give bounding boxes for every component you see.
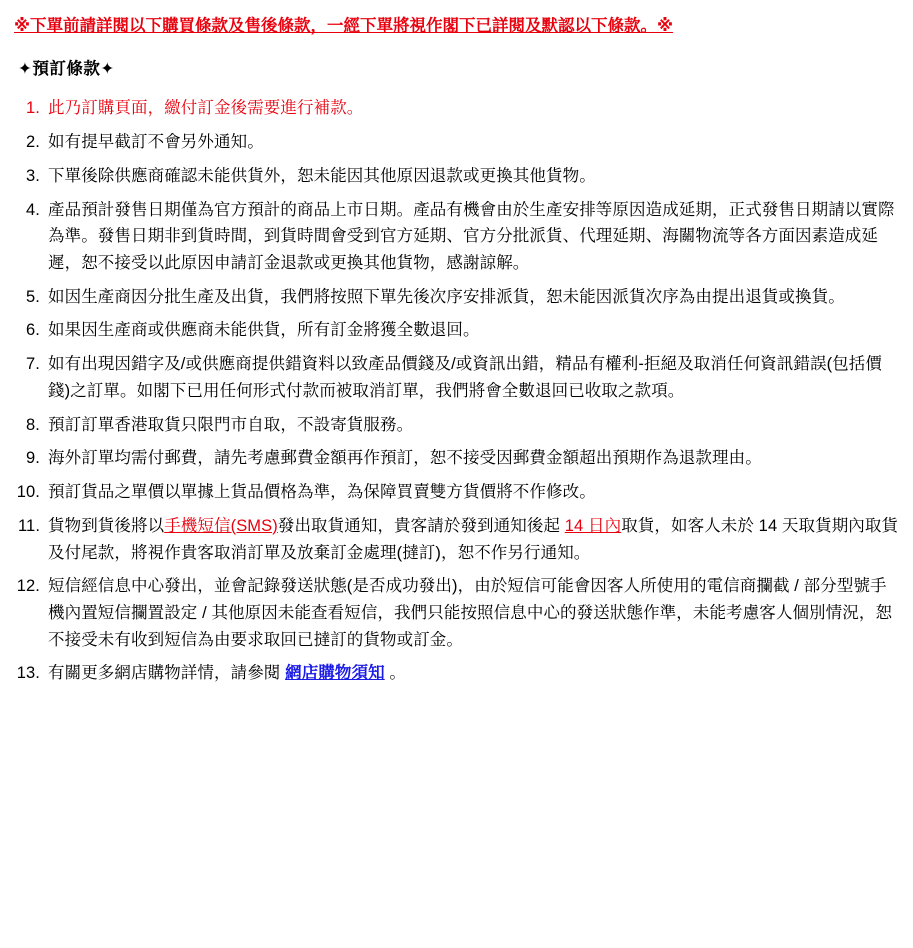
term-text: 預訂訂單香港取貨只限門市自取，不設寄貨服務。 (48, 415, 414, 434)
term-text: 此乃訂購頁面，繳付訂金後需要進行補款。 (48, 99, 364, 118)
term-number: 9. (26, 449, 40, 468)
term-text: 。 (384, 664, 406, 683)
term-number: 6. (26, 321, 40, 340)
term-item (14, 445, 899, 472)
shopping-guide-link[interactable]: 網店購物須知 (285, 664, 385, 683)
term-number: 11. (17, 516, 40, 535)
term-text: 如因生產商因分批生產及出貨，我們將按照下單先後次序安排派貨，恕未能因派貨次序為由提出退貨或換貨。 (48, 287, 845, 306)
term-emphasis: 手機短信(SMS) (164, 516, 278, 535)
term-text: 有關更多網店購物詳情，請參閱 (48, 664, 286, 683)
term-number: 5. (26, 287, 40, 306)
term-number: 13. (16, 664, 40, 683)
term-text: 貨物到貨後將以 (48, 516, 165, 535)
term-text: 海外訂單均需付郵費，請先考慮郵費金額再作預訂，恕不接受因郵費金額超出預期作為退款理由。 (48, 449, 762, 468)
term-text: 如果因生產商或供應商未能供貨，所有訂金將獲全數退回。 (48, 321, 480, 340)
term-number: 2. (26, 133, 40, 152)
term-number: 10. (16, 483, 40, 502)
term-text: 下單後除供應商確認未能供貨外，恕未能因其他原因退款或更換其他貨物。 (48, 166, 596, 185)
term-item (14, 660, 899, 687)
term-item (14, 351, 899, 404)
term-item (14, 163, 899, 190)
term-number: 1. (26, 99, 40, 118)
term-text: 取貨，如客人未於 14 天取貨期內取貨及付尾款，將視作貴客取消訂單及放棄訂金處理(撻訂)，恕不作另行通知。 (48, 516, 899, 562)
term-number: 12. (16, 577, 40, 596)
term-text: 短信經信息中心發出，並會記錄發送狀態(是否成功發出)，由於短信可能會因客人所使用的電信商攔截 / 部分型號手機內置短信攔置設定 / 其他原因未能查看短信，我們只能按照信息中心的發送狀態作準，未能考慮客人個別情況，恕不接受未有收到短信為由要求取回已撻訂的貨物或訂金。 (48, 577, 893, 649)
term-text: 如有提早截訂不會另外通知。 (48, 133, 264, 152)
header-notice-text: ※下單前請詳閱以下購買條款及售後條款，一經下單將視作閣下已詳閱及默認以下條款。※ (14, 17, 674, 35)
term-item (14, 197, 899, 277)
bottom-spacer (14, 694, 899, 708)
term-item (14, 412, 899, 439)
term-item (14, 95, 899, 122)
term-item (14, 129, 899, 156)
term-emphasis: 14 日內 (564, 516, 622, 535)
page-title: ✦預訂條款✦ (18, 60, 115, 79)
term-item (14, 513, 899, 566)
term-number: 7. (26, 355, 40, 374)
term-number: 8. (26, 415, 40, 434)
term-text: 產品預計發售日期僅為官方預計的商品上市日期。產品有機會由於生產安排等原因造成延期，正式發售日期請以實際為準。發售日期非到貨時間，到貨時間會受到官方延期、官方分批派貨、代理延期、海關物流等各方面因素造成延遲，恕不接受以此原因申請訂金退款或更換其他貨物，感謝諒解。 (48, 200, 895, 273)
term-number: 4. (26, 200, 40, 219)
term-text: 如有出現因錯字及/或供應商提供錯資料以致產品價錢及/或資訊出錯，精品有權利-拒絕及取消任何資訊錯誤(包括價錢)之訂單。如閣下已用任何形式付款而被取消訂單，我們將會全數退回已收取之款項。 (48, 355, 882, 400)
term-text: 發出取貨通知，貴客請於發到通知後起 (277, 516, 565, 535)
term-item (14, 479, 899, 506)
terms-list (14, 95, 899, 687)
term-text: 預訂貨品之單價以單據上貨品價格為準，為保障買賣雙方貨價將不作修改。 (48, 483, 596, 502)
header-notice (14, 16, 899, 37)
term-item (14, 317, 899, 344)
term-item (14, 573, 899, 653)
term-number: 3. (26, 166, 40, 185)
term-item (14, 284, 899, 311)
